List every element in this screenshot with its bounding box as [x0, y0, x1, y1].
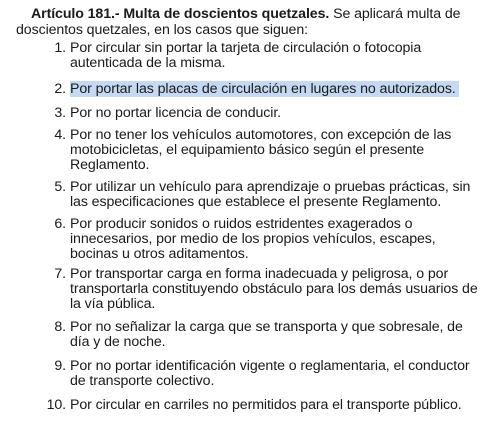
item-number: 9.: [54, 358, 66, 374]
item-text: Por circular en carriles no permitidos para el transporte público.: [70, 397, 462, 413]
item-text: Por no portar identificación vigente o reglamentaria, el conductor de transporte colectivo.: [70, 358, 470, 389]
item-number: 3.: [54, 105, 66, 121]
item-number: 10.: [46, 397, 66, 413]
item-number: 1.: [54, 40, 66, 56]
article-heading: Artículo 181.- Multa de doscientos quetzales.: [31, 6, 330, 22]
item-text: Por producir sonidos o ruidos estridentes exagerados o innecesarios, por medio de los propios vehículos, escapes, bocinas u otros aditamentos.: [70, 216, 436, 262]
article-intro-text: Se aplicará multa de doscientos quetzales, en los casos que siguen:: [16, 6, 461, 38]
item-number: 4.: [54, 127, 66, 143]
highlighted-item-text[interactable]: Por portar las placas de circulación en lugares no autorizados.: [70, 81, 459, 97]
item-number: 6.: [54, 216, 66, 232]
item-text: Por circular sin portar la tarjeta de circulación o fotocopia autenticada de la misma.: [70, 40, 422, 71]
item-text: Por utilizar un vehículo para aprendizaje o pruebas prácticas, sin las especificaciones que establece el presente Reglamento.: [70, 179, 471, 210]
item-text: Por no tener los vehículos automotores, con excepción de las motobicicletas, el equipamiento básico según el presente Reglamento.: [70, 127, 452, 173]
item-text-wrapper: [70, 82, 480, 97]
item-number: 7.: [54, 266, 66, 282]
item-text: Por no señalizar la carga que se transporta y que sobresale, de día y de noche.: [70, 319, 463, 350]
item-text: Por no portar licencia de conducir.: [70, 105, 282, 121]
item-number: 8.: [54, 319, 66, 335]
item-text: Por transportar carga en forma inadecuada y peligrosa, o por transportarla constituyendo obstáculo para los demás usuarios de la vía pública.: [70, 266, 478, 312]
item-number: 2.: [54, 81, 66, 97]
item-number: 5.: [54, 179, 66, 195]
